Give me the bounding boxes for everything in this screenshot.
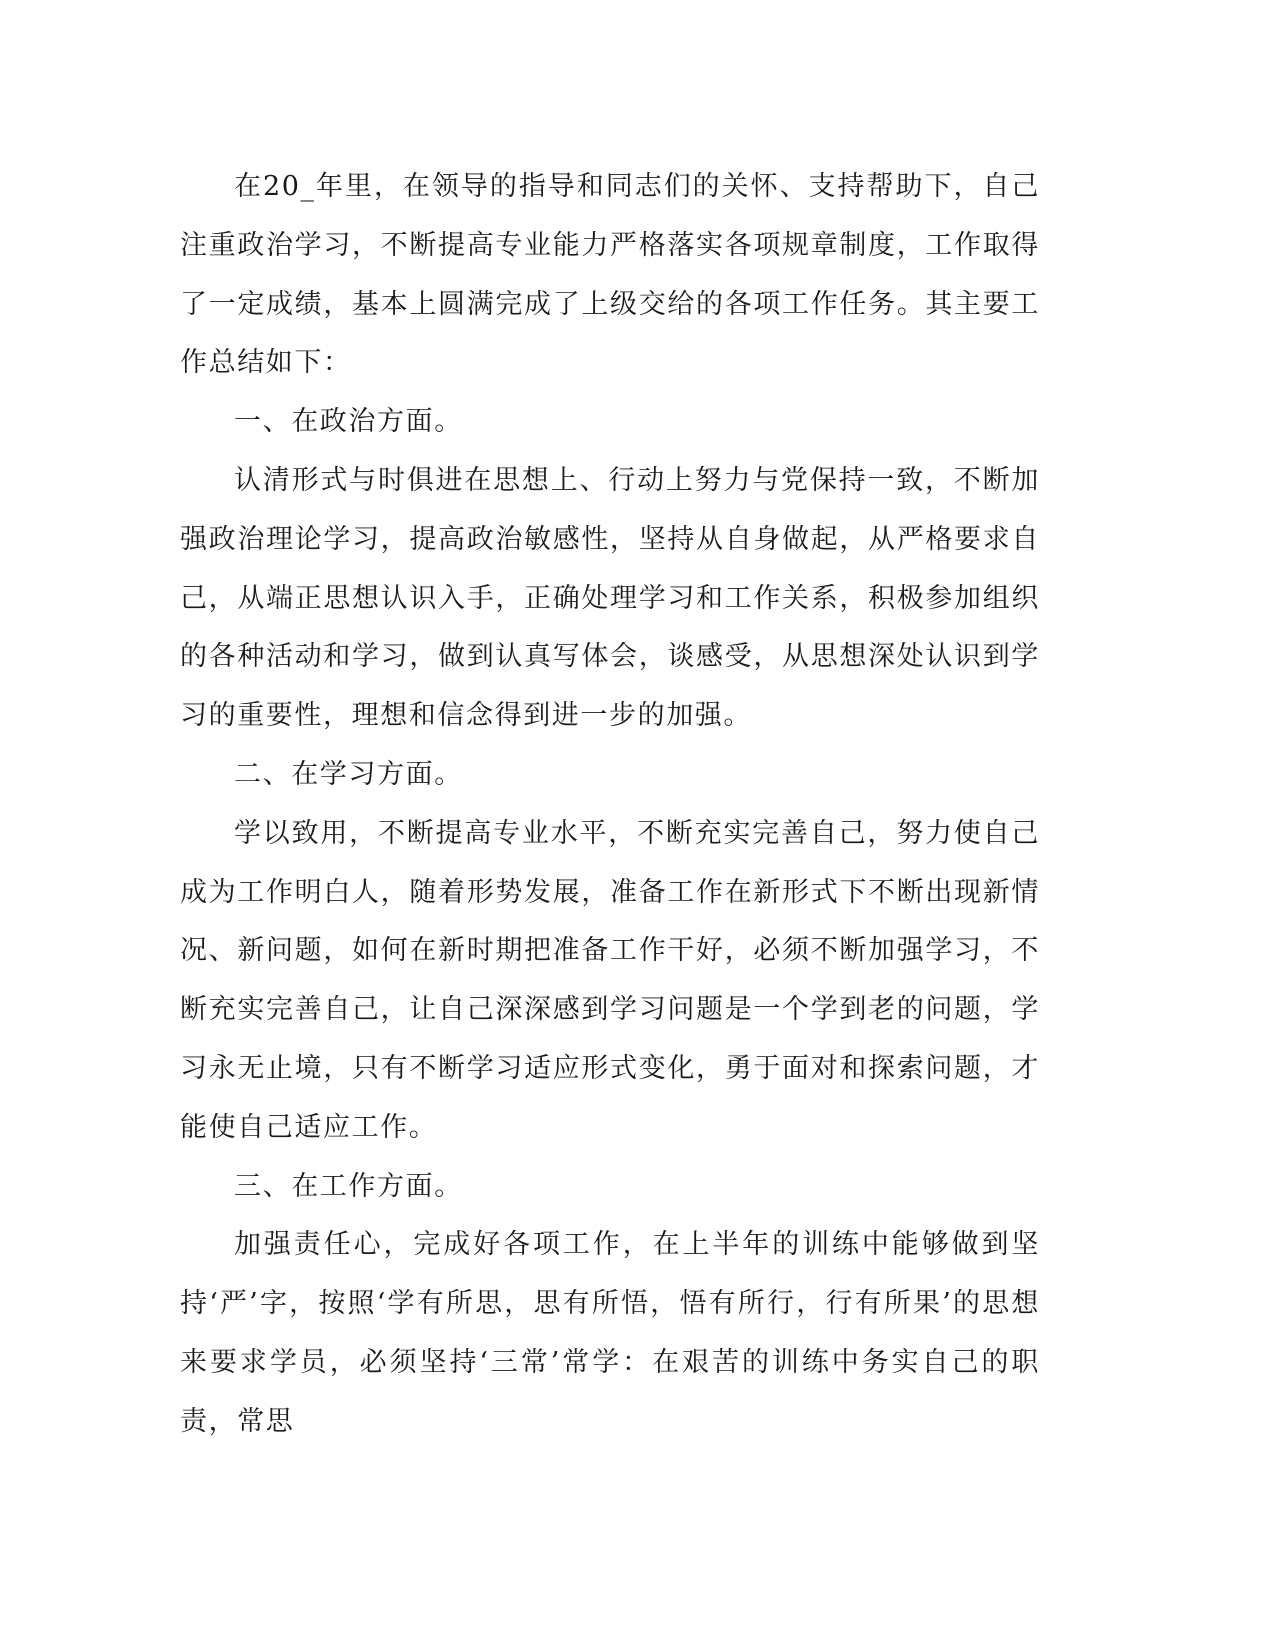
section-heading-politics: 一、在政治方面。: [234, 406, 463, 438]
politics-paragraph: 认清形式与时俱进在思想上、行动上努力与党保持一致，不断加强政治理论学习，提高政治敏感性，坚持从自身做起，从严格要求自己，从端正思想认识入手，正确处理学习和工作关系，积极参加组织的各种活动和学习，做到认真写体会，谈感受，从思想深处认识到学习的重要性，理想和信念得到进一步的加强。: [180, 464, 1040, 732]
document-body: [180, 158, 1040, 1452]
study-paragraph: 学以致用，不断提高专业水平，不断充实完善自己，努力使自己成为工作明白人，随着形势发展，准备工作在新形式下不断出现新情况、新问题，如何在新时期把准备工作干好，必须不断加强学习，不断充实完善自己，让自己深深感到学习问题是一个学到老的问题，学习永无止境，只有不断学习适应形式变化，勇于面对和探索问题，才能使自己适应工作。: [180, 817, 1040, 1143]
section-heading-study: 二、在学习方面。: [234, 758, 463, 790]
intro-paragraph: 在20_年里，在领导的指导和同志们的关怀、支持帮助下，自己注重政治学习，不断提高专业能力严格落实各项规章制度，工作取得了一定成绩，基本上圆满完成了上级交给的各项工作任务。其主要工作总结如下：: [180, 171, 1040, 379]
section-heading-work: 三、在工作方面。: [234, 1170, 463, 1202]
work-paragraph: 加强责任心，完成好各项工作，在上半年的训练中能够做到坚持‘严’字，按照‘学有所思，思有所悟，悟有所行，行有所果’的思想来要求学员，必须坚持‘三常’常学：在艰苦的训练中务实自己的职责，常思: [180, 1229, 1040, 1437]
